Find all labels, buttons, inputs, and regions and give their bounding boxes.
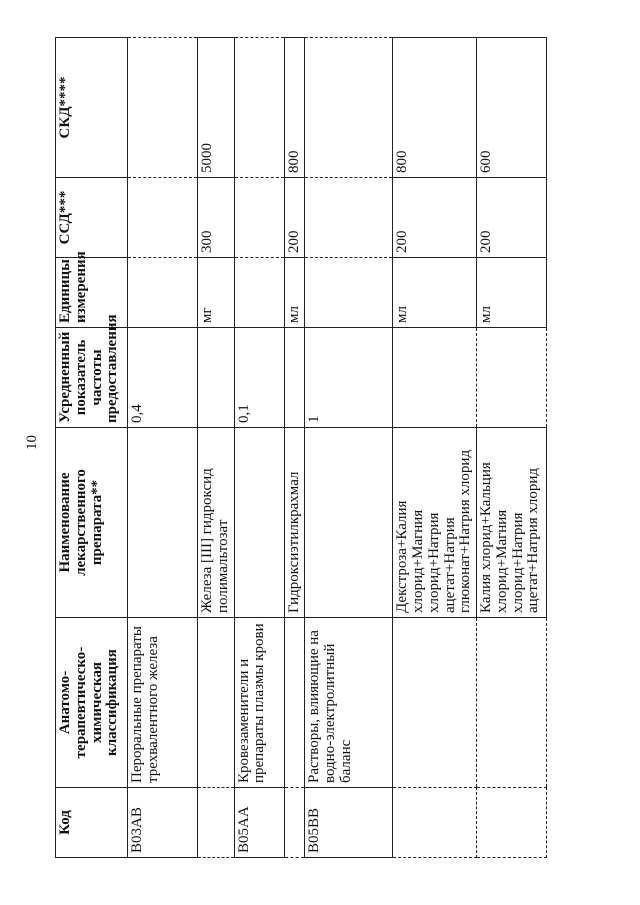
cell-code: B05BB <box>305 788 393 858</box>
cell-skd: 800 <box>284 38 305 178</box>
table-row <box>128 38 198 858</box>
cell-ssd: 200 <box>284 178 305 258</box>
header-unit: Единицы измерения <box>56 258 128 328</box>
cell-unit: мл <box>284 258 305 328</box>
cell-ssd: 200 <box>477 178 547 258</box>
cell-drug-name: Гидроксиэтилкрахмал <box>284 428 305 618</box>
table-row <box>284 38 305 858</box>
page-number: 10 <box>24 435 40 450</box>
table-header-row <box>56 38 128 858</box>
cell-ssd: 300 <box>198 178 235 258</box>
table-row <box>393 38 477 858</box>
cell-atx: Растворы, влияющие на водно-электролитный баланс <box>305 618 393 788</box>
cell-ssd: 200 <box>393 178 477 258</box>
cell-atx: Кровезаменители и препараты плазмы крови <box>234 618 284 788</box>
cell-skd: 5000 <box>198 38 235 178</box>
cell-skd: 800 <box>393 38 477 178</box>
table-row <box>305 38 393 858</box>
header-code: Код <box>56 788 128 858</box>
cell-unit: мг <box>198 258 235 328</box>
cell-unit: мл <box>393 258 477 328</box>
rotated-table-container <box>55 38 542 858</box>
header-atx: Анатомо-терапевтическо-химическая классификация <box>56 618 128 788</box>
cell-drug-name: Железа [III] гидроксид полимальтозат <box>198 428 235 618</box>
cell-drug-name: Калия хлорид+Кальция хлорид+Магния хлорид+Натрия ацетат+Натрия хлорид <box>477 428 547 618</box>
table-row <box>234 38 284 858</box>
header-freq: Усредненный показатель частоты предоставления <box>56 328 128 428</box>
cell-code: B03AB <box>128 788 198 858</box>
table-row <box>198 38 235 858</box>
table-row <box>477 38 547 858</box>
cell-atx: Пероральные препараты трехвалентного железа <box>128 618 198 788</box>
cell-unit: мл <box>477 258 547 328</box>
cell-freq: 1 <box>305 328 393 428</box>
cell-freq: 0,1 <box>234 328 284 428</box>
cell-freq: 0,4 <box>128 328 198 428</box>
header-skd: СКД**** <box>56 38 128 178</box>
cell-code: B05AA <box>234 788 284 858</box>
drug-table <box>55 37 547 858</box>
header-name: Наименование лекарственного препарата** <box>56 428 128 618</box>
header-ssd: ССД*** <box>56 178 128 258</box>
cell-drug-name: Декстроза+Калия хлорид+Магния хлорид+Натрия ацетат+Натрия глюконат+Натрия хлорид <box>393 428 477 618</box>
cell-skd: 600 <box>477 38 547 178</box>
